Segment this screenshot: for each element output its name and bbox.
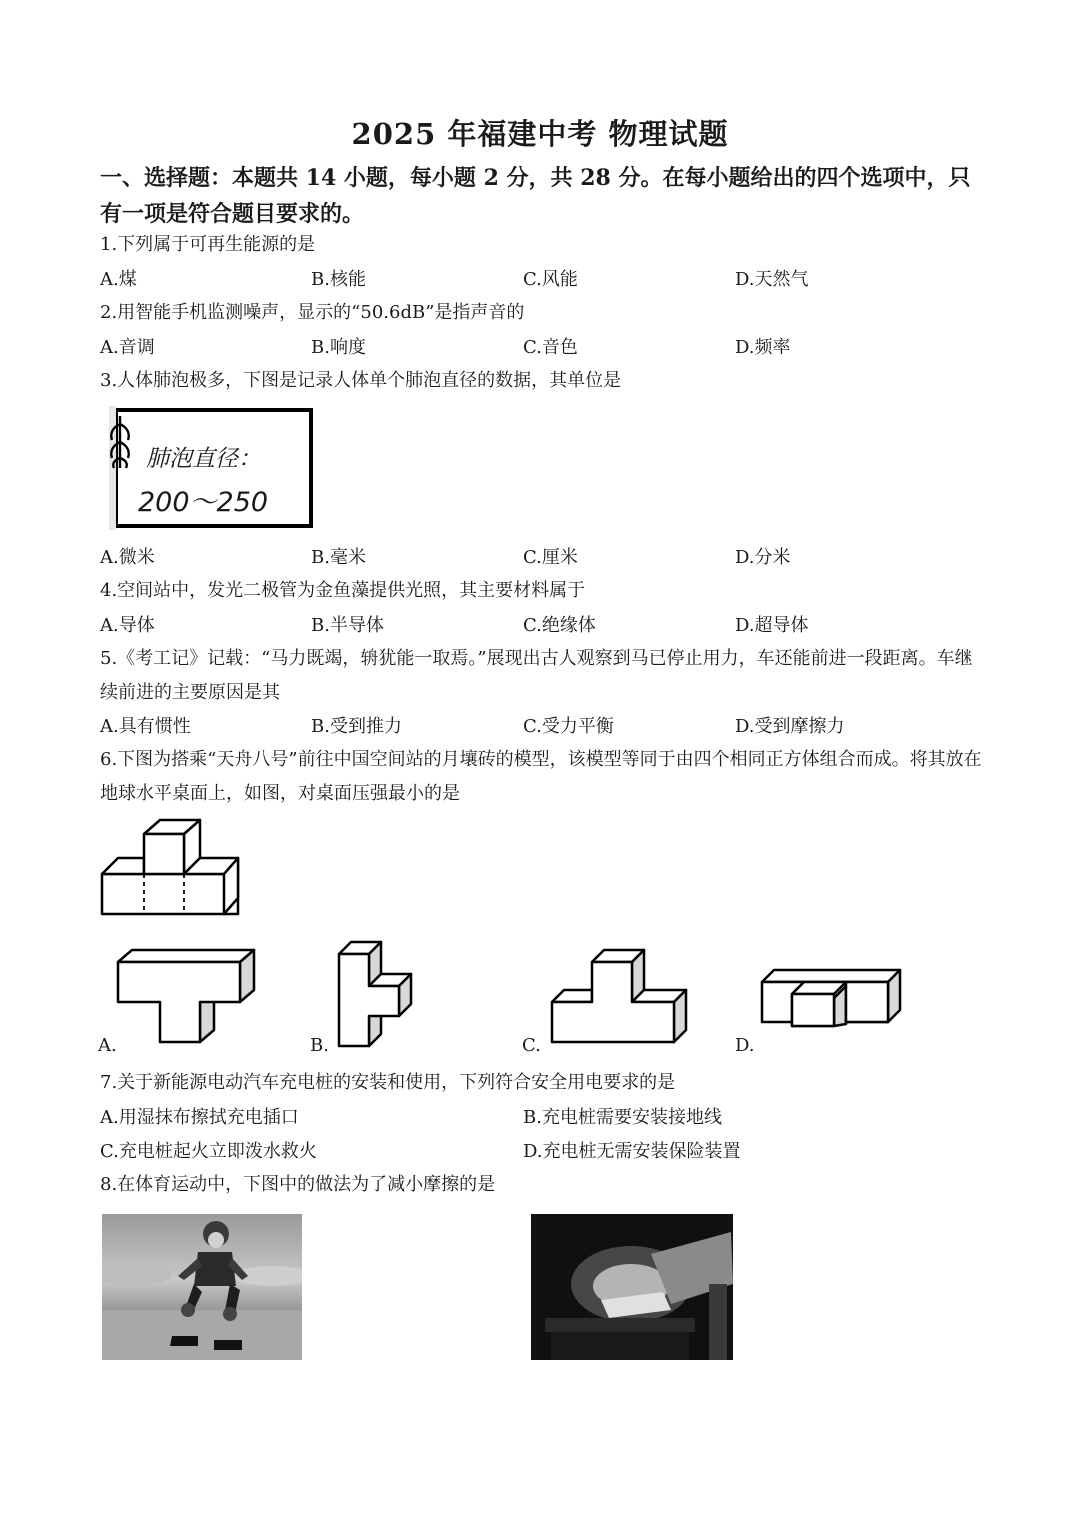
q6-option-d-label: D. [735,1035,755,1056]
q7-option-c[interactable]: C.充电桩起火立即泼水救火 [100,1141,317,1162]
q6-shape-a[interactable] [116,948,258,1046]
q5-option-d[interactable]: D.受到摩擦力 [735,716,845,737]
q4-option-a[interactable]: A.导体 [100,615,155,636]
q7-option-a[interactable]: A.用湿抹布擦拭充电插口 [100,1107,299,1128]
question-7-stem: 7.关于新能源电动汽车充电桩的安装和使用，下列符合安全用电要求的是 [100,1072,676,1093]
q4-option-b[interactable]: B.半导体 [311,615,384,636]
q5-option-b[interactable]: B.受到推力 [311,716,402,737]
q2-option-b[interactable]: B.响度 [311,337,366,358]
q3-option-a[interactable]: A.微米 [100,547,155,568]
q1-option-d[interactable]: D.天然气 [735,269,809,290]
q1-option-c[interactable]: C.风能 [523,269,578,290]
q6-option-b-label: B. [310,1035,329,1056]
chalk-hands-photo [531,1214,733,1360]
q5-option-a[interactable]: A.具有惯性 [100,716,191,737]
section-heading: 一、选择题：本题共 14 小题，每小题 2 分，共 28 分。在每小题给出的四个选项中，只有一项是符合题目要求的。 [100,165,971,227]
q1-option-a[interactable]: A.煤 [100,269,137,290]
q6-shape-d[interactable] [760,966,904,1030]
roller-skater-photo [102,1214,302,1360]
alveolus-notecard-figure [104,404,316,530]
q6-option-c-label: C. [522,1035,541,1056]
question-2-stem: 2.用智能手机监测噪声，显示的“50.6dB”是指声音的 [100,302,525,323]
q6-shape-b[interactable] [335,940,415,1048]
question-5-stem: 5.《考工记》记载：“马力既竭，辀犹能一取焉。”展现出古人观察到马已停止用力，车还能前进一段距离。车继续前进的主要原因是其 [100,648,973,703]
q6-option-a-label: A. [98,1035,117,1056]
q4-option-d[interactable]: D.超导体 [735,615,809,636]
question-3-stem: 3.人体肺泡极多，下图是记录人体单个肺泡直径的数据，其单位是 [100,370,622,391]
q5-option-c[interactable]: C.受力平衡 [523,716,614,737]
notecard-value: 200～250 [138,487,269,518]
q6-shape-c[interactable] [548,946,690,1046]
q2-option-c[interactable]: C.音色 [523,337,578,358]
q2-option-a[interactable]: A.音调 [100,337,155,358]
q3-option-b[interactable]: B.毫米 [311,547,366,568]
question-4-stem: 4.空间站中，发光二极管为金鱼藻提供光照，其主要材料属于 [100,580,586,601]
q3-option-c[interactable]: C.厘米 [523,547,578,568]
lunar-brick-model-figure [100,818,242,916]
page-title: 2025 年福建中考 物理试题 [351,117,729,151]
q2-option-d[interactable]: D.频率 [735,337,791,358]
q4-option-c[interactable]: C.绝缘体 [523,615,596,636]
q7-option-d[interactable]: D.充电桩无需安装保险装置 [523,1141,741,1162]
question-1-stem: 1.下列属于可再生能源的是 [100,234,316,255]
question-8-stem: 8.在体育运动中，下图中的做法为了减小摩擦的是 [100,1174,496,1195]
question-6-stem: 6.下图为搭乘“天舟八号”前往中国空间站的月壤砖的模型，该模型等同于由四个相同正方体组合而成。将其放在地球水平桌面上，如图，对桌面压强最小的是 [100,749,982,804]
q1-option-b[interactable]: B.核能 [311,269,366,290]
q3-option-d[interactable]: D.分米 [735,547,791,568]
notecard-label: 肺泡直径： [146,446,261,472]
q7-option-b[interactable]: B.充电桩需要安装接地线 [523,1107,722,1128]
